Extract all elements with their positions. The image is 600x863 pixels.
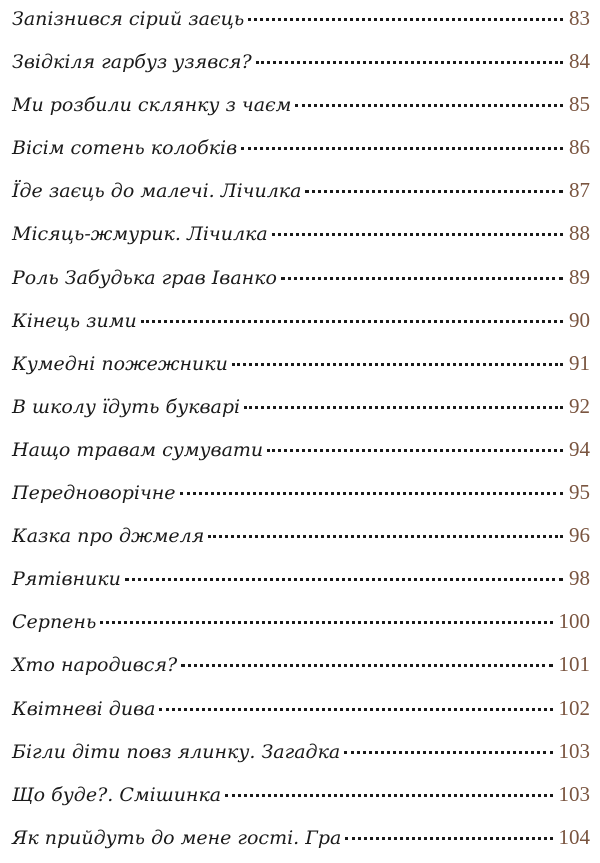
dot-leader: [100, 621, 552, 624]
dot-leader: [180, 492, 563, 495]
toc-entry-title: Нащо травам сумувати: [12, 438, 264, 461]
toc-entry: [12, 345, 590, 388]
toc-entry-page: 103: [558, 781, 590, 806]
dot-leader: [345, 837, 552, 840]
toc-entry-title: Що буде?. Смішинка: [12, 783, 222, 806]
dot-leader: [232, 363, 563, 366]
toc-entry-title: Роль Забудька грав Іванко: [12, 266, 277, 289]
toc-entry: [12, 819, 590, 862]
toc-entry: [12, 603, 590, 646]
toc-entry-title: Вісім сотень колобків: [12, 137, 238, 160]
toc-entry-page: 85: [569, 92, 590, 117]
toc-entry-title: Кінець зими: [12, 309, 137, 332]
toc-entry-page: 101: [558, 652, 590, 677]
toc-entry-title: Їде заєць до малечі. Лічилка: [12, 180, 302, 203]
toc-entry-title: Рятівники: [12, 568, 121, 591]
dot-leader: [141, 320, 563, 323]
toc-entry-title: Квітневі дива: [12, 697, 156, 720]
dot-leader: [248, 18, 563, 21]
toc-entry-page: 103: [558, 738, 590, 763]
toc-entry-title: Звідкіля гарбуз узявся?: [12, 51, 252, 74]
toc-entry-page: 102: [558, 695, 590, 720]
toc-entry-title: Кумедні пожежники: [12, 352, 228, 375]
dot-leader: [267, 449, 563, 452]
toc-entry: [12, 215, 590, 258]
toc-entry: [12, 172, 590, 215]
toc-entry-page: 84: [569, 49, 590, 74]
toc-entry-page: 87: [569, 178, 590, 203]
dot-leader: [181, 664, 552, 667]
dot-leader: [208, 535, 563, 538]
dot-leader: [241, 147, 563, 150]
toc-entry-title: Запізнився сірий заєць: [12, 8, 245, 30]
toc-entry-title: Бігли діти повз ялинку. Загадка: [12, 740, 341, 763]
toc-entry-title: Як прийдуть до мене гості. Гра: [12, 826, 342, 849]
toc-entry: [12, 690, 590, 733]
toc-entry: [12, 129, 590, 172]
toc-entry-page: 104: [558, 824, 590, 849]
dot-leader: [344, 751, 552, 754]
toc-entry-page: 91: [569, 350, 590, 375]
dot-leader: [159, 708, 552, 711]
dot-leader: [305, 190, 563, 193]
toc-entry-page: 90: [569, 307, 590, 332]
dot-leader: [256, 61, 563, 64]
dot-leader: [125, 578, 563, 581]
toc-entry-page: 94: [569, 436, 590, 461]
toc-entry: [12, 431, 590, 474]
toc-entry: [12, 259, 590, 302]
toc-entry: [12, 776, 590, 819]
dot-leader: [225, 794, 552, 797]
toc-entry-page: 86: [569, 135, 590, 160]
toc-entry-page: 95: [569, 480, 590, 505]
toc-entry-title: Хто народився?: [12, 654, 178, 677]
toc-entry: [12, 560, 590, 603]
toc-entry-page: 83: [569, 6, 590, 30]
toc-entry-title: Ми розбили склянку з чаєм: [12, 94, 292, 117]
toc-entry-page: 88: [569, 221, 590, 246]
toc-entry: [12, 388, 590, 431]
dot-leader: [295, 104, 563, 107]
toc-entry-title: Серпень: [12, 611, 97, 634]
toc-entry: [12, 646, 590, 689]
dot-leader: [244, 406, 563, 409]
toc-entry-title: Передноворічне: [12, 482, 176, 505]
toc-entry: [12, 474, 590, 517]
toc-entry: [12, 517, 590, 560]
toc-entry: [12, 0, 590, 43]
toc-entry-title: Місяць-жмурик. Лічилка: [12, 223, 268, 246]
toc-entry-page: 100: [558, 609, 590, 634]
toc-entry: [12, 302, 590, 345]
toc-entry: [12, 43, 590, 86]
toc-entry-page: 98: [569, 566, 590, 591]
toc-entry-title: В школу їдуть букварі: [12, 395, 241, 418]
dot-leader: [272, 233, 563, 236]
toc-entry-page: 96: [569, 523, 590, 548]
table-of-contents: [12, 0, 590, 862]
dot-leader: [281, 277, 563, 280]
toc-entry: [12, 733, 590, 776]
toc-entry-page: 92: [569, 393, 590, 418]
toc-entry: [12, 86, 590, 129]
toc-entry-title: Казка про джмеля: [12, 525, 205, 548]
toc-entry-page: 89: [569, 264, 590, 289]
